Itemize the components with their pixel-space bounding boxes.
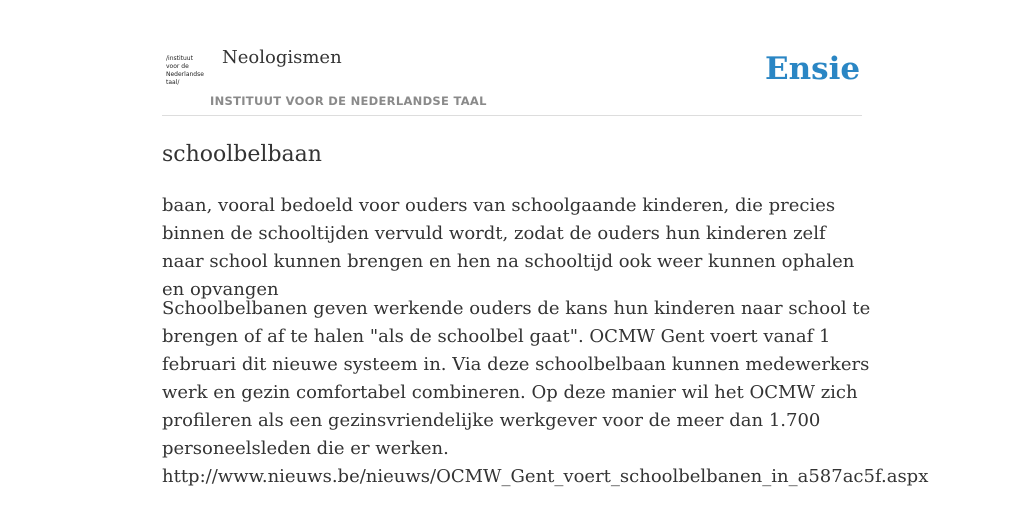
example-source-url: http://www.nieuws.be/nieuws/OCMW_Gent_voert_schoolbelbanen_in_a587ac5f.aspx	[162, 466, 929, 487]
publisher-label: INSTITUUT VOOR DE NEDERLANDSE TAAL	[210, 94, 487, 108]
example-quote: Schoolbelbanen geven werkende ouders de kans hun kinderen naar school te brengen of af te halen "als de schoolbel gaat". OCMW Gent voert vanaf 1 februari dit nieuwe systeem in. Via deze schoolbelbaan kunnen medewerkers werk en gezin comfortabel combineren. Op deze manier wil het OCMW zich profileren als een gezinsvriendelijke werkgever voor de meer dan 1.700 personeelsleden die er werken.	[162, 298, 871, 459]
entry-term: schoolbelbaan	[162, 142, 322, 167]
header-divider	[162, 115, 862, 116]
institute-logo[interactable]: /instituut voor de Nederlandse taal/	[166, 55, 204, 86]
ensie-logo-link[interactable]: Ensie	[765, 51, 861, 87]
entry-definition: baan, vooral bedoeld voor ouders van schoolgaande kinderen, die precies binnen de schooltijden vervuld wordt, zodat de ouders hun kinderen zelf naar school kunnen brengen en hen na schooltijd ook weer kunnen ophalen en opvangen	[162, 195, 855, 300]
collection-title-link[interactable]: Neologismen	[222, 47, 342, 68]
entry-example	[162, 295, 929, 491]
